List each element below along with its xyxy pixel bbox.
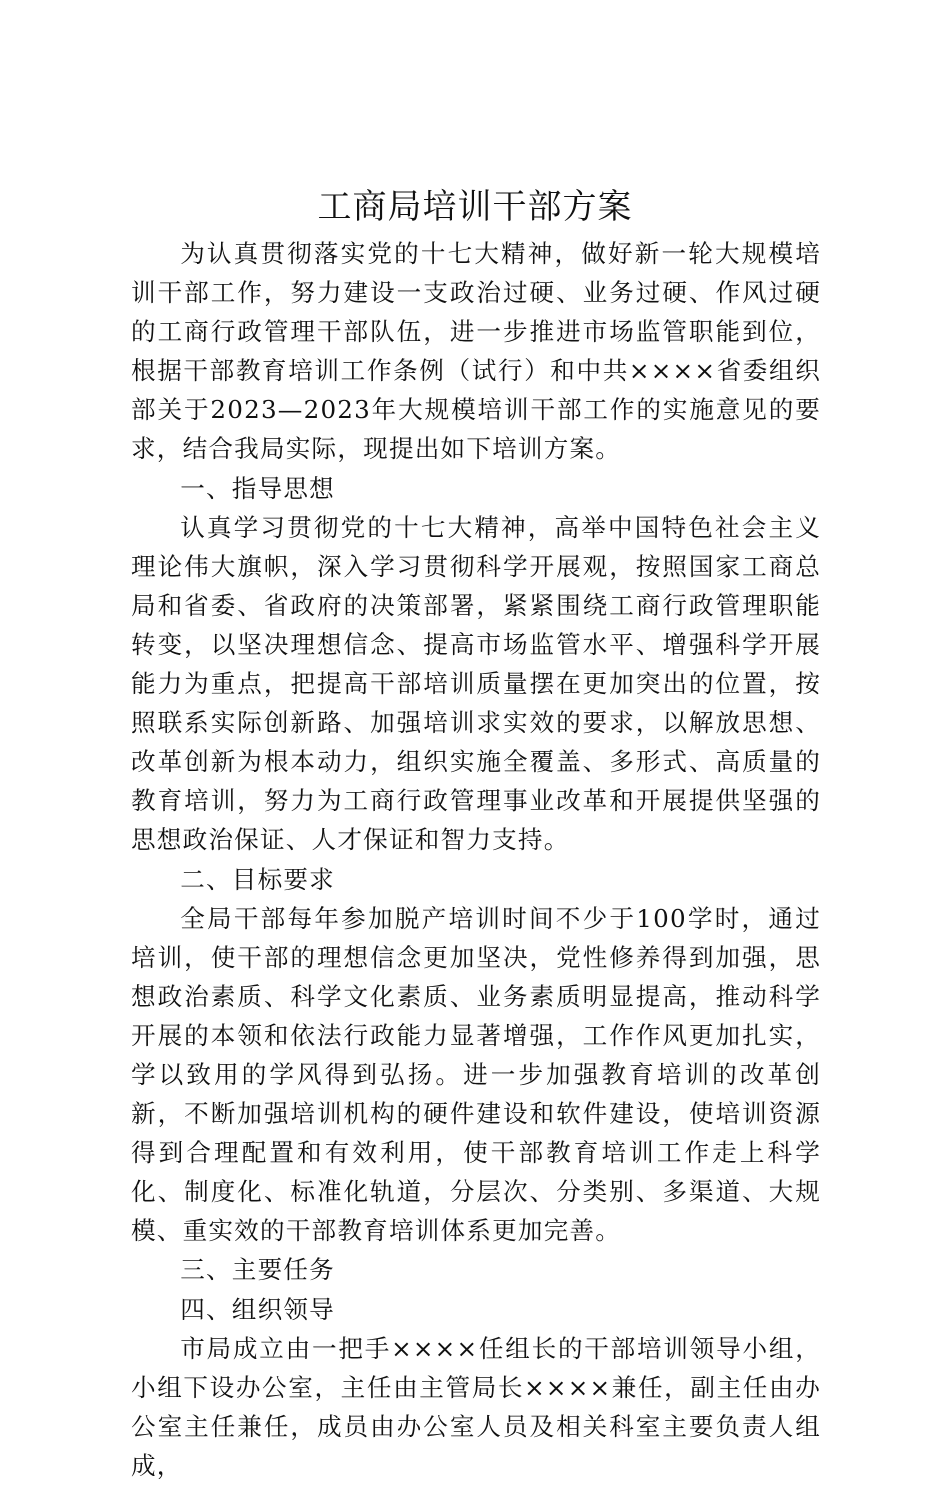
paragraph-guiding-thought: 认真学习贯彻党的十七大精神，高举中国特色社会主义理论伟大旗帜，深入学习贯彻科学开展观，按照国家工商总局和省委、省政府的决策部署，紧紧围绕工商行政管理职能转变，以坚决理想信念、提高市场监管水平、增强科学开展能力为重点，把提高干部培训质量摆在更加突出的位置，按照联系实际创新路、加强培训求实效的要求，以解放思想、改革创新为根本动力，组织实施全覆盖、多形式、高质量的教育培训，努力为工商行政管理事业改革和开展提供坚强的思想政治保证、人才保证和智力支持。 <box>131 512 821 855</box>
paragraph-intro: 为认真贯彻落实党的十七大精神，做好新一轮大规模培训干部工作，努力建设一支政治过硬、业务过硬、作风过硬的工商行政管理干部队伍，进一步推进市场监管职能到位，根据干部教育培训工作条例（试行）和中共××××省委组织部关于2023—2023年大规模培训干部工作的实施意见的要求，结合我局实际，现提出如下培训方案。 <box>131 239 821 464</box>
paragraph-organization: 市局成立由一把手××××任组长的干部培训领导小组，小组下设办公室，主任由主管局长××××兼任，副主任由办公室主任兼任，成员由办公室人员及相关科室主要负责人组成， <box>131 1333 821 1480</box>
document-body <box>131 234 821 1485</box>
paragraph-goals: 全局干部每年参加脱产培训时间不少于100学时，通过培训，使干部的理想信念更加坚决，党性修养得到加强，思想政治素质、科学文化素质、业务素质明显提高，推动科学开展的本领和依法行政能力显著增强，工作作风更加扎实，学以致用的学风得到弘扬。进一步加强教育培训的改革创新，不断加强培训机构的硬件建设和软件建设，使培训资源得到合理配置和有效利用，使干部教育培训工作走上科学化、制度化、标准化轨道，分层次、分类别、多渠道、大规模、重实效的干部教育培训体系更加完善。 <box>131 903 821 1246</box>
heading-main-tasks: 三、主要任务 <box>180 1255 335 1285</box>
document-title: 工商局培训干部方案 <box>317 187 633 227</box>
heading-guiding-thought: 一、指导思想 <box>180 473 335 503</box>
heading-organization: 四、组织领导 <box>180 1294 335 1324</box>
heading-goals: 二、目标要求 <box>180 864 335 894</box>
